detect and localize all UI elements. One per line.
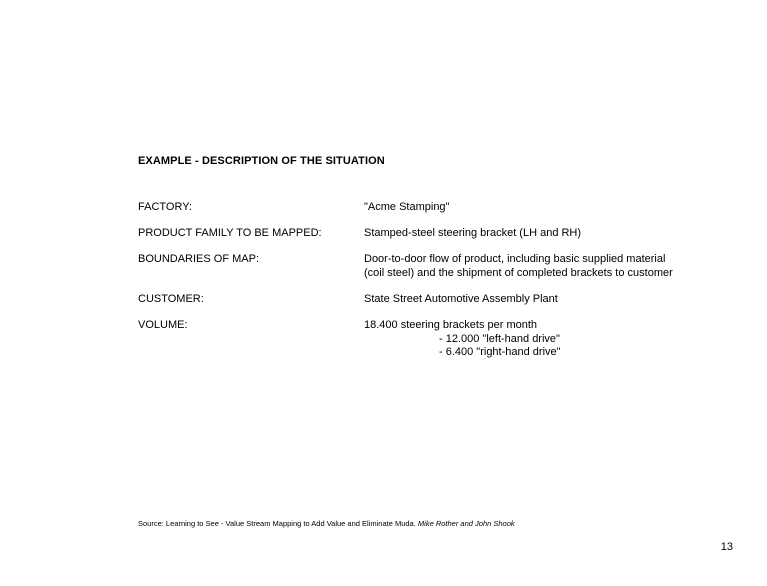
slide-title: EXAMPLE - DESCRIPTION OF THE SITUATION	[138, 155, 385, 167]
page-number: 13	[720, 541, 733, 553]
customer-value: State Street Automotive Assembly Plant	[364, 293, 558, 305]
volume-value	[364, 319, 561, 360]
volume-value-line1: 18.400 steering brackets per month	[364, 319, 538, 331]
source-citation	[138, 519, 515, 528]
customer-label: CUSTOMER:	[138, 293, 204, 305]
boundaries-value	[364, 253, 673, 280]
boundaries-value-line2: (coil steel) and the shipment of completed brackets to customer	[364, 266, 673, 279]
source-authors: Mike Rother and John Shook	[417, 519, 515, 528]
factory-label: FACTORY:	[138, 201, 193, 213]
source-text: Source: Learning to See - Value Stream Mapping to Add Value and Eliminate Muda.	[138, 519, 416, 528]
product-family-value: Stamped-steel steering bracket (LH and RH)	[364, 227, 582, 239]
boundaries-value-line1: Door-to-door flow of product, including basic supplied material	[364, 253, 666, 265]
volume-value-line3: - 6.400 "right-hand drive"	[439, 346, 561, 358]
product-family-label: PRODUCT FAMILY TO BE MAPPED:	[138, 227, 322, 239]
boundaries-label: BOUNDARIES OF MAP:	[138, 253, 260, 265]
volume-label: VOLUME:	[138, 319, 188, 331]
factory-value: "Acme Stamping"	[364, 201, 450, 213]
volume-value-line2: - 12.000 "left-hand drive"	[439, 332, 560, 345]
